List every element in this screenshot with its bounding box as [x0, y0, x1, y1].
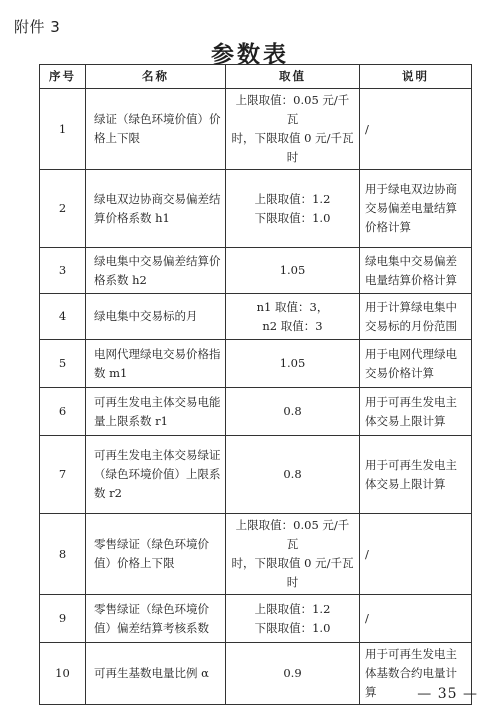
cell-value — [226, 294, 360, 340]
cell-value — [226, 595, 360, 643]
cell-name: 绿电集中交易偏差结算价格系数 h2 — [86, 248, 226, 294]
cell-value — [226, 388, 360, 436]
cell-no: 3 — [40, 248, 86, 294]
cell-value — [226, 436, 360, 514]
cell-no: 9 — [40, 595, 86, 643]
column-header-value: 取值 — [226, 65, 360, 89]
table-row — [40, 595, 472, 643]
cell-name: 零售绿证（绿色环境价值）价格上下限 — [86, 514, 226, 595]
cell-desc: 绿电集中交易偏差电量结算价格计算 — [360, 248, 472, 294]
cell-desc: / — [360, 89, 472, 170]
table-row — [40, 340, 472, 388]
table-row — [40, 248, 472, 294]
cell-value-line: 0.8 — [283, 467, 302, 481]
cell-no: 10 — [40, 643, 86, 705]
cell-no: 1 — [40, 89, 86, 170]
cell-value — [226, 340, 360, 388]
cell-value-line: 上限取值：1.2 — [254, 601, 331, 616]
cell-desc: / — [360, 595, 472, 643]
cell-value-line: 下限取值：1.0 — [254, 210, 331, 225]
page-number: — 35 — — [417, 686, 478, 702]
table-row — [40, 388, 472, 436]
cell-value — [226, 248, 360, 294]
column-header-no: 序号 — [40, 65, 86, 89]
table-row — [40, 643, 472, 705]
cell-desc: / — [360, 514, 472, 595]
cell-name: 可再生发电主体交易绿证（绿色环境价值）上限系数 r2 — [86, 436, 226, 514]
cell-desc: 用于可再生发电主体交易上限计算 — [360, 388, 472, 436]
table-row — [40, 436, 472, 514]
cell-no: 7 — [40, 436, 86, 514]
cell-no: 5 — [40, 340, 86, 388]
cell-value-line: 1.05 — [279, 263, 306, 277]
cell-desc: 用于可再生发电主体交易上限计算 — [360, 436, 472, 514]
cell-value — [226, 643, 360, 705]
cell-name: 电网代理绿电交易价格指数 m1 — [86, 340, 226, 388]
cell-value-line: n2 取值：3 — [262, 318, 323, 333]
cell-desc: 用于电网代理绿电交易价格计算 — [360, 340, 472, 388]
cell-name: 绿电集中交易标的月 — [86, 294, 226, 340]
cell-desc: 用于可再生发电主体基数合约电量计算 — [360, 643, 472, 705]
cell-value-line: 1.05 — [279, 356, 306, 370]
cell-no: 4 — [40, 294, 86, 340]
cell-name: 零售绿证（绿色环境价值）偏差结算考核系数 — [86, 595, 226, 643]
column-header-desc: 说明 — [360, 65, 472, 89]
cell-desc: 用于绿电双边协商交易偏差电量结算价格计算 — [360, 170, 472, 248]
table-row — [40, 170, 472, 248]
cell-no: 6 — [40, 388, 86, 436]
cell-value-line: 0.9 — [283, 666, 302, 680]
cell-value-line: 时，下限取值 0 元/千瓦时 — [231, 556, 354, 589]
table-row — [40, 514, 472, 595]
cell-value — [226, 89, 360, 170]
column-header-name: 名称 — [86, 65, 226, 89]
table-body — [40, 89, 472, 705]
cell-no: 8 — [40, 514, 86, 595]
cell-value-line: 上限取值：0.05 元/千瓦 — [235, 518, 350, 551]
attachment-label: 附件 3 — [14, 18, 61, 36]
cell-value-line: 下限取值：1.0 — [254, 620, 331, 635]
table-row — [40, 294, 472, 340]
cell-value-line: n1 取值：3， — [256, 299, 329, 314]
cell-value-line: 0.8 — [283, 404, 302, 418]
cell-value — [226, 170, 360, 248]
cell-value — [226, 514, 360, 595]
cell-value-line: 上限取值：0.05 元/千瓦 — [235, 93, 350, 126]
parameter-table — [39, 64, 472, 705]
cell-no: 2 — [40, 170, 86, 248]
cell-name: 绿证（绿色环境价值）价格上下限 — [86, 89, 226, 170]
cell-desc: 用于计算绿电集中交易标的月份范围 — [360, 294, 472, 340]
cell-value-line: 上限取值：1.2 — [254, 191, 331, 206]
cell-name: 可再生发电主体交易电能量上限系数 r1 — [86, 388, 226, 436]
page-title: 参数表 — [211, 41, 289, 68]
cell-name: 绿电双边协商交易偏差结算价格系数 h1 — [86, 170, 226, 248]
table-header-row — [40, 65, 472, 89]
table-row — [40, 89, 472, 170]
cell-name: 可再生基数电量比例 α — [86, 643, 226, 705]
cell-value-line: 时，下限取值 0 元/千瓦时 — [231, 131, 354, 164]
